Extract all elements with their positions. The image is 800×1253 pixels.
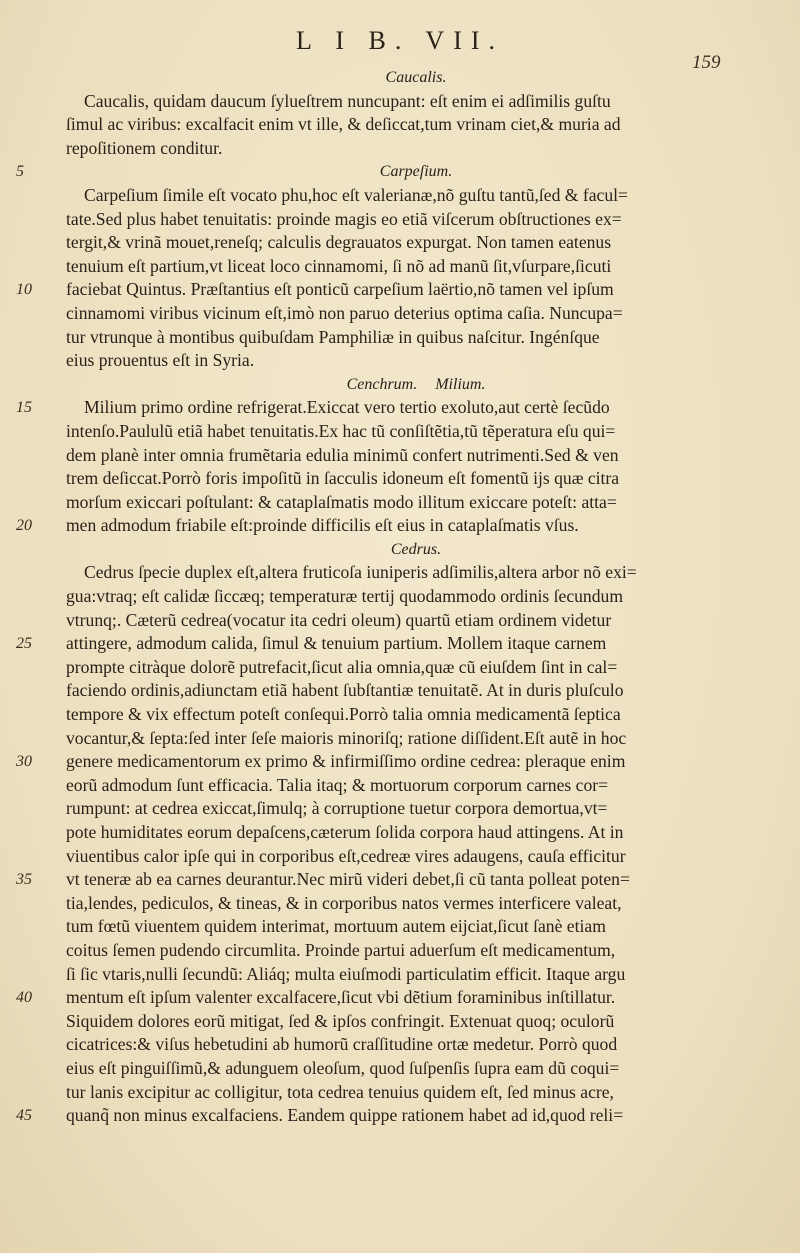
text-line: tergit,& vrinã mouet,reneſq; calculis degrauatos expurgat. Non tamen eatenus: [66, 232, 612, 253]
text-line: rumpunt: at cedrea exiccat,ſimulq; à corruptione tuetur corpora demortua,vt=: [66, 798, 608, 819]
text-line: viuentibus calor ipſe qui in corporibus eſt,cedreæ vires adaugens, cauſa efficitur: [66, 845, 626, 866]
running-header: L I B. VII.: [295, 26, 505, 55]
text-line: tum fœtũ viuentem quidem interimat, mortuum autem eijciat,ſicut ſanè etiam: [66, 916, 606, 937]
text-line: vt teneræ ab ea carnes deurantur.Nec mirũ videri debet,ſi cũ tanta polleat poten=: [66, 869, 630, 890]
section-heading: Carpeſium.: [379, 163, 453, 181]
text-line: vtrunq;. Cæterũ cedrea(vocatur ita cedri oleum) quartũ etiam ordinem videtur: [66, 609, 612, 630]
text-line: faciendo ordinis,adiunctam etiã habent ſubſtantiæ tenuitatẽ. At in duris pluſculo: [66, 680, 624, 701]
text-line: repoſitionem conditur.: [66, 137, 223, 158]
text-block: [66, 66, 766, 1128]
text-line: dem planè inter omnia frumẽtaria edulia minimũ confert nutrimenti.Sed & ven: [66, 444, 619, 465]
text-line: pote humiditates eorum depaſcens,cæterum ſolida corpora haud attingens. At in: [66, 822, 624, 842]
section-heading-part: Cenchrum.: [346, 375, 418, 393]
line-number: 25: [16, 635, 32, 653]
text-line: mentum eſt ipſum valenter excalfacere,ſicut vbi dẽtium foraminibus inſtillatur.: [66, 987, 616, 1008]
line-number: 45: [16, 1107, 32, 1125]
text-line: cicatrices:& viſus hebetudini ab humorũ craſſitudine ortæ medetur. Porrò quod: [66, 1034, 618, 1055]
text-line: coitus ſemen pudendo circumlita. Proinde partui aduerſum eſt medicamentum,: [66, 939, 616, 960]
text-line: eius prouentus eſt in Syria.: [66, 350, 255, 371]
line-number: 5: [16, 163, 24, 181]
text-line: ſimul ac viribus: excalfacit enim vt ille, & deſiccat,tum vrinam ciet,& muria ad: [66, 114, 621, 135]
text-line: Carpeſium ſimile eſt vocato phu,hoc eſt valerianæ,nõ guſtu tantũ,ſed & facul=: [84, 184, 628, 205]
text-line: faciebat Quintus. Præſtantius eſt ponticũ carpeſium laërtio,nõ tamen vel ipſum: [66, 279, 614, 300]
text-line: cinnamomi viribus vicinum eſt,imò non paruo deterius optima caſia. Nuncupa=: [66, 302, 623, 323]
text-line: eorũ admodum ſunt efficacia. Talia itaq; & mortuorum corporum carnes cor=: [66, 774, 609, 795]
line-number: 15: [16, 399, 32, 417]
text-line: Caucalis, quidam daucum ſylueſtrem nuncupant: eſt enim ei adſimilis guſtu: [84, 90, 611, 111]
text-line: Cedrus ſpecie duplex eſt,altera fruticoſa iuniperis adſimilis,altera arbor nõ exi=: [84, 562, 637, 583]
text-line: prompte citràque dolorẽ putrefacit,ſicut alia omnia,quæ cũ eiuſdem ſint in cal=: [66, 656, 618, 677]
text-line: eius eſt pinguiſſimũ,& adunguem oleoſum, quod ſuſpenſis ſupra eam dũ coqui=: [66, 1057, 620, 1078]
section-heading-part: Milium.: [435, 375, 486, 393]
text-line: quanq̃ non minus excalfaciens. Eandem quippe rationem habet ad id,quod reli=: [66, 1105, 624, 1126]
text-line: men admodum friabile eſt:proinde difficilis eſt eius in cataplaſmatis vſus.: [66, 515, 579, 536]
text-line: tenuium eſt partium,vt liceat loco cinnamomi, ſi nõ ad manũ ſit,vſurpare,ſicuti: [66, 255, 612, 276]
text-line: gua:vtraq; eſt calidæ ſiccæq; temperaturæ tertij quodammodo ordinis ſecundum: [66, 586, 624, 607]
text-line: morſum exiccari poſtulant: & cataplaſmatis modo illitum exiccare poteſt: atta=: [66, 491, 617, 512]
section-heading: [66, 373, 766, 397]
page-number: 159: [692, 52, 721, 73]
text-line: intenſo.Paululũ etiã habet tenuitatis.Ex hac tũ conſiſtẽtia,tũ tẽperatura eſu qui=: [66, 420, 616, 441]
text-line: genere medicamentorum ex primo & infirmiſſimo ordine cedrea: pleraque enim: [66, 751, 626, 772]
line-number: 35: [16, 871, 32, 889]
line-number: 40: [16, 989, 32, 1007]
text-line: Siquidem dolores eorũ mitigat, ſed & ipſos confringit. Extenuat quoq; oculorũ: [66, 1010, 615, 1031]
text-line: tempore & vix effectum poteſt conſequi.Porrò talia omnia medicamentã ſeptica: [66, 704, 621, 725]
text-line: tate.Sed plus habet tenuitatis: proinde magis eo etiã viſcerum obſtructiones ex=: [66, 208, 622, 229]
text-line: attingere, admodum calida, ſimul & tenuium partium. Mollem itaque carnem: [66, 633, 607, 654]
line-number: 20: [16, 517, 32, 535]
text-line: ſi ſic vtaris,nulli ſecundũ: Aliáq; multa eiuſmodi particulatim efficit. Itaque argu: [66, 963, 626, 984]
text-line: Milium primo ordine refrigerat.Exiccat vero tertio exoluto,aut certè ſecũdo: [84, 397, 610, 418]
text-line: vocantur,& ſepta:ſed inter ſeſe maioris minoriſq; ratione diſſident.Eſt autẽ in hoc: [66, 727, 627, 748]
text-line: tia,lendes, pediculos, & tineas, & in corporibus natos vermes interficere valeat,: [66, 892, 622, 913]
line-number: 30: [16, 753, 32, 771]
line-number: 10: [16, 281, 32, 299]
section-heading: Cedrus.: [390, 540, 442, 558]
text-line: tur lanis excipitur ac colligitur, tota cedrea tenuius quidem eſt, ſed minus acre,: [66, 1081, 614, 1102]
text-line: tur vtrunque à montibus quibuſdam Pamphiliæ in quibus naſcitur. Ingénſque: [66, 326, 600, 347]
text-line: trem deſiccat.Porrò foris impoſitũ in ſacculis idoneum eſt fomentũ ijs quæ citra: [66, 468, 620, 489]
section-heading: Caucalis.: [385, 69, 447, 86]
